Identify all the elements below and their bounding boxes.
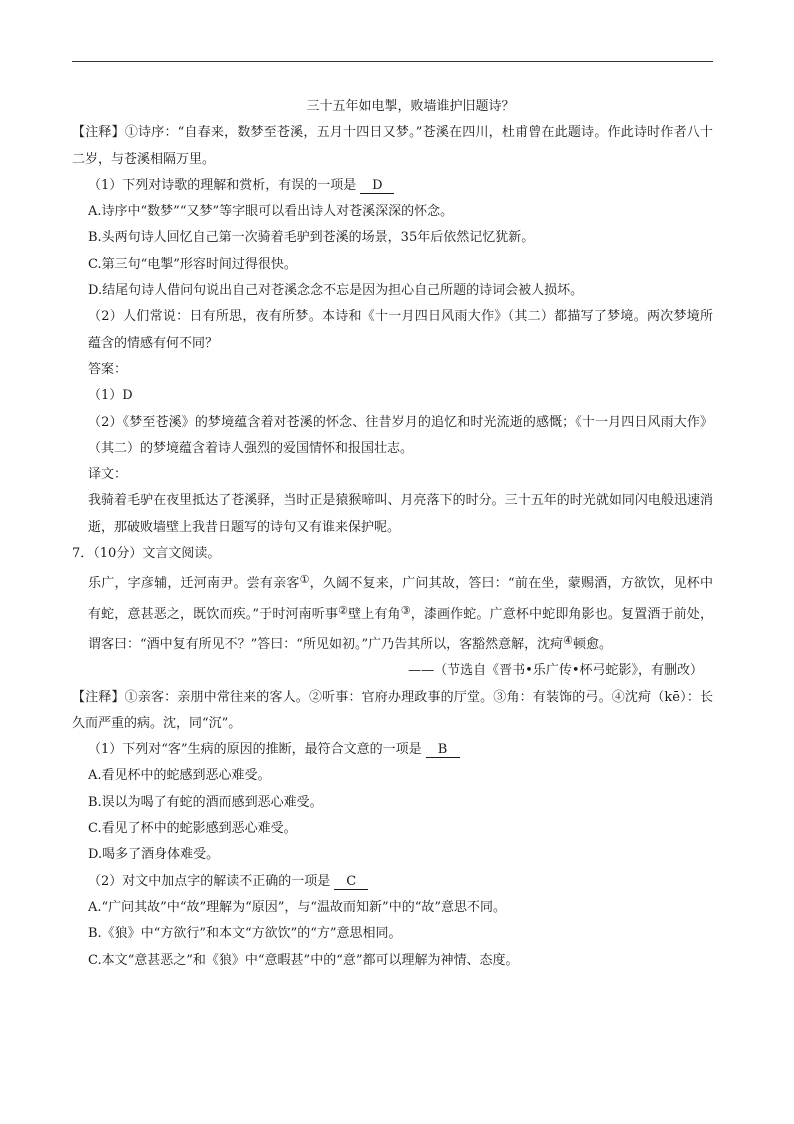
answer-2: （2）《梦至苍溪》的梦境蕴含着对苍溪的怀念、往昔岁月的追忆和时光流逝的感慨；《十一月四日风雨大作》（其二）的梦境蕴含着诗人强烈的爱国情怀和报国壮志。 — [88, 414, 713, 456]
q7-sub1-option-a: A.看见杯中的蛇感到恶心难受。 — [88, 768, 271, 784]
q7-heading: 7．（10分）文言文阅读。 — [72, 546, 221, 562]
q7-sub2-stem: （2）对文中加点字的解读不正确的一项是 — [88, 873, 331, 889]
footnote-mark-1: ① — [299, 573, 310, 587]
q7-sub1-question — [88, 737, 713, 763]
header-rule — [72, 61, 713, 62]
answer-1: （1）D — [88, 388, 133, 404]
translation-label: 译文： — [88, 467, 128, 483]
q7-sub2-answer: C — [334, 874, 368, 890]
passage-part-4: ，漆画作蛇。广意杯中蛇即角影也。复置酒于前处，谓客曰：“酒中复有所见不？”答曰：“所见如初。”广乃告其所以，客豁然意解，沈疴 — [88, 606, 713, 652]
passage-part-2: ，久阔不复来，广问其故，答曰：“前在坐，蒙赐酒，方欲饮，见杯中有蛇，意甚恶之，既饮而疾。”于时河南听事 — [88, 576, 713, 622]
q7-sub1-stem: （1）下列对“客”生病的原因的推断，最符合文意的一项是 — [88, 742, 422, 758]
q7-sub2-option-b: B.《狼》中“方欲行”和本文“方欲饮”的“方”意思相同。 — [88, 926, 402, 942]
q7-passage — [88, 567, 713, 658]
q7-source: ——（节选自《晋书•乐广传•杯弓蛇影》，有删改） — [408, 663, 703, 679]
q6-option-d: D.结尾句诗人借问句说出自己对苍溪念念不忘是因为担心自己所题的诗词会被人损坏。 — [88, 283, 584, 299]
q6-option-b: B.头两句诗人回忆自己第一次骑着毛驴到苍溪的场景，35年后依然记忆犹新。 — [88, 230, 535, 246]
q6-sub1-answer: D — [360, 178, 394, 194]
q7-sub2-option-a: A.“广问其故”中“故”理解为“原因”，与“温故而知新”中的“故”意思不同。 — [88, 899, 506, 915]
q7-sub1-option-c: C.看见了杯中的蛇影感到恶心难受。 — [88, 821, 297, 837]
footnote-mark-2: ② — [338, 603, 349, 617]
q7-sub2-question — [88, 869, 713, 895]
q7-sub2-option-c: C.本文“意甚恶之”和《狼》中“意暇甚”中的“意”都可以理解为神情、态度。 — [88, 952, 519, 968]
passage-part-3: 壁上有角 — [348, 606, 401, 622]
q7-sub1-option-d: D.喝多了酒身体难受。 — [88, 847, 220, 863]
footnote-mark-3: ③ — [400, 603, 411, 617]
translation-text: 我骑着毛驴在夜里抵达了苍溪驿，当时正是猿猴啼叫、月亮落下的时分。三十五年的时光就如同闪电般迅速消逝，那破败墙壁上我昔日题写的诗句又有谁来保护呢。 — [88, 493, 713, 535]
exam-page-content — [72, 94, 713, 974]
q6-option-a: A.诗序中“数梦”“又梦”等字眼可以看出诗人对苍溪深深的怀念。 — [88, 204, 454, 220]
q6-option-c: C.第三句“电掣”形容时间过得很快。 — [88, 256, 297, 272]
passage-part-5: 顿愈。 — [572, 636, 612, 652]
q6-sub1-stem: （1）下列对诗歌的理解和赏析，有误的一项是 — [88, 177, 357, 193]
q6-sub2-question: （2）人们常说：日有所思，夜有所梦。本诗和《十一月四日风雨大作》（其二）都描写了梦境。两次梦境所蕴含的情感有何不同？ — [88, 309, 713, 351]
q7-note: 【注释】①亲客：亲朋中常往来的客人。②听事：官府办理政事的厅堂。③角：有装饰的弓。④沈疴（kē）：长久而严重的病。沈，同“沉”。 — [72, 689, 713, 731]
q6-note: 【注释】①诗序：“自春来，数梦至苍溪，五月十四日又梦。”苍溪在四川，杜甫曾在此题诗。作此诗时作者八十二岁，与苍溪相隔万里。 — [72, 125, 713, 167]
answer-label: 答案： — [88, 361, 128, 377]
q7-sub1-answer: B — [426, 742, 460, 758]
q6-sub1-question — [88, 173, 713, 199]
passage-part-1: 乐广，字彦辅，迁河南尹。尝有亲客 — [88, 576, 300, 592]
q7-sub1-option-b: B.误以为喝了有蛇的酒而感到恶心难受。 — [88, 794, 323, 810]
poem-last-line: 三十五年如电掣，败墙谁护旧题诗？ — [306, 99, 515, 114]
footnote-mark-4: ④ — [563, 633, 573, 647]
